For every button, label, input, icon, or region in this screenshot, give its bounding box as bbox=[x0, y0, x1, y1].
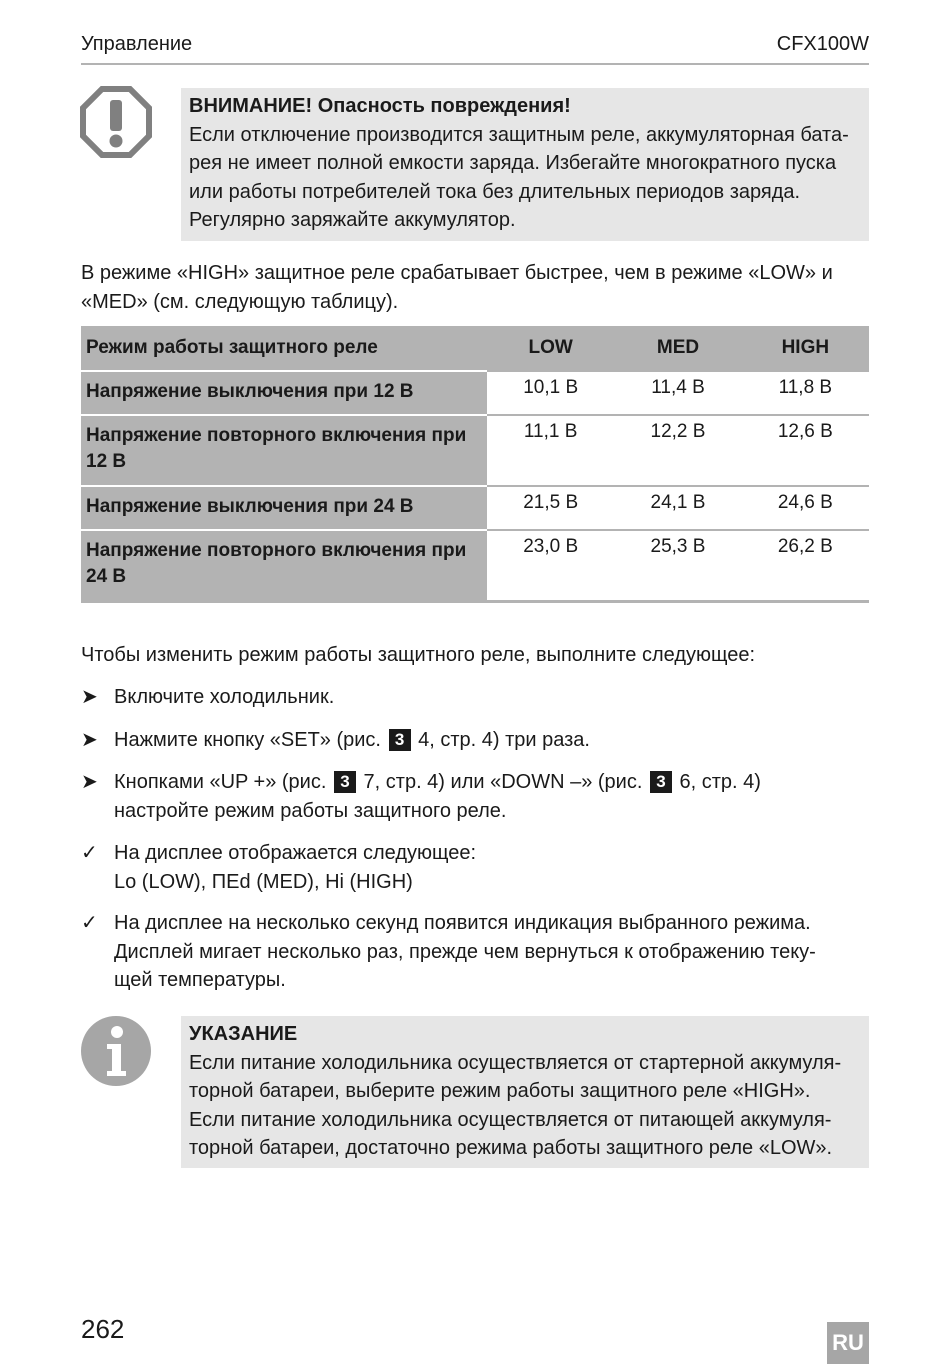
intro-line: «MED» (см. следующую таблицу). bbox=[81, 290, 399, 313]
cell-high: 24,6 В bbox=[742, 486, 869, 530]
cell-med: 12,2 В bbox=[614, 415, 741, 486]
table-header-low: LOW bbox=[487, 326, 614, 371]
warning-line: или работы потребителей тока без длительных периодов заряда. bbox=[189, 180, 801, 203]
step-item bbox=[81, 768, 871, 825]
step-text: Включите холодильник. bbox=[114, 686, 335, 708]
warning-line: рея не имеет полной емкости заряда. Избегайте многократного пуска bbox=[189, 152, 837, 174]
page-number: 262 bbox=[81, 1314, 125, 1344]
figure-ref-badge: 3 bbox=[389, 729, 411, 751]
step-text: Нажмите кнопку «SET» (рис. 3 4, стр. 4) три раза. bbox=[114, 729, 590, 751]
cell-low: 10,1 В bbox=[487, 371, 614, 415]
relay-mode-table bbox=[81, 326, 869, 603]
table-row bbox=[81, 371, 869, 415]
cell-low: 11,1 В bbox=[487, 415, 614, 486]
result-text: На дисплее на несколько секунд появится индикация выбранного режима. Дисплей мигает несколько раз, прежде чем вернуться к отображению теку- щей температуры. bbox=[114, 912, 816, 991]
row-label: Напряжение выключения при 24 В bbox=[81, 486, 487, 530]
arrow-icon: ➤ bbox=[81, 686, 98, 708]
table-row bbox=[81, 530, 869, 601]
intro-paragraph bbox=[81, 259, 871, 316]
note-line: Если питание холодильника осуществляется от питающей аккумуля- bbox=[189, 1108, 832, 1131]
cell-high: 11,8 В bbox=[742, 371, 869, 415]
row-label: Напряжение выключения при 12 В bbox=[81, 371, 487, 415]
info-icon bbox=[80, 1015, 152, 1087]
result-item bbox=[81, 909, 871, 995]
cell-med: 11,4 В bbox=[614, 371, 741, 415]
table-header-med: MED bbox=[614, 326, 741, 371]
cell-high: 12,6 В bbox=[742, 415, 869, 486]
result-text: На дисплее отображается следующее: Lo (LOW), ПEd (MED), Hi (HIGH) bbox=[114, 842, 477, 893]
result-item bbox=[81, 839, 871, 896]
cell-med: 24,1 В bbox=[614, 486, 741, 530]
warning-line: Регулярно заряжайте аккумулятор. bbox=[189, 209, 516, 231]
instructions-intro: Чтобы изменить режим работы защитного реле, выполните следующее: bbox=[81, 644, 756, 666]
cell-med: 25,3 В bbox=[614, 530, 741, 601]
table-header-row bbox=[81, 326, 869, 371]
arrow-icon: ➤ bbox=[81, 729, 98, 751]
note-box bbox=[181, 1016, 869, 1168]
intro-line: В режиме «HIGH» защитное реле срабатывает быстрее, чем в режиме «LOW» и bbox=[81, 262, 833, 284]
warning-title: ВНИМАНИЕ! Опасность повреждения! bbox=[189, 95, 571, 117]
section-title: Управление bbox=[81, 33, 193, 55]
check-icon: ✓ bbox=[81, 842, 98, 864]
figure-ref-badge: 3 bbox=[334, 771, 356, 793]
step-item bbox=[81, 726, 871, 755]
check-icon: ✓ bbox=[81, 912, 98, 934]
note-line: Если питание холодильника осуществляется от стартерной аккумуля- bbox=[189, 1051, 842, 1074]
arrow-icon: ➤ bbox=[81, 771, 98, 793]
language-badge: RU bbox=[827, 1322, 869, 1364]
note-title: УКАЗАНИЕ bbox=[189, 1023, 298, 1045]
warning-line: Если отключение производится защитным реле, аккумуляторная бата- bbox=[189, 123, 849, 146]
warning-octagon-icon bbox=[80, 86, 152, 158]
row-label: Напряжение повторного включения при 24 В bbox=[81, 530, 487, 601]
table-row bbox=[81, 415, 869, 486]
figure-ref-badge: 3 bbox=[650, 771, 672, 793]
note-line: торной батареи, достаточно режима работы защитного реле «LOW». bbox=[189, 1137, 833, 1159]
step-item bbox=[81, 683, 871, 712]
cell-high: 26,2 В bbox=[742, 530, 869, 601]
table-row bbox=[81, 486, 869, 530]
warning-box bbox=[181, 88, 869, 241]
page-header bbox=[81, 33, 869, 65]
cell-low: 23,0 В bbox=[487, 530, 614, 601]
row-label: Напряжение повторного включения при 12 В bbox=[81, 415, 487, 486]
table-header-mode: Режим работы защитного реле bbox=[81, 326, 487, 371]
step-text: Кнопками «UP +» (рис. 3 7, стр. 4) или «DOWN –» (рис. 3 6, стр. 4) настройте режим работы защитного реле. bbox=[114, 771, 761, 822]
table-header-high: HIGH bbox=[742, 326, 869, 371]
cell-low: 21,5 В bbox=[487, 486, 614, 530]
model-name: CFX100W bbox=[776, 33, 869, 55]
note-line: торной батареи, выберите режим работы защитного реле «HIGH». bbox=[189, 1080, 811, 1102]
